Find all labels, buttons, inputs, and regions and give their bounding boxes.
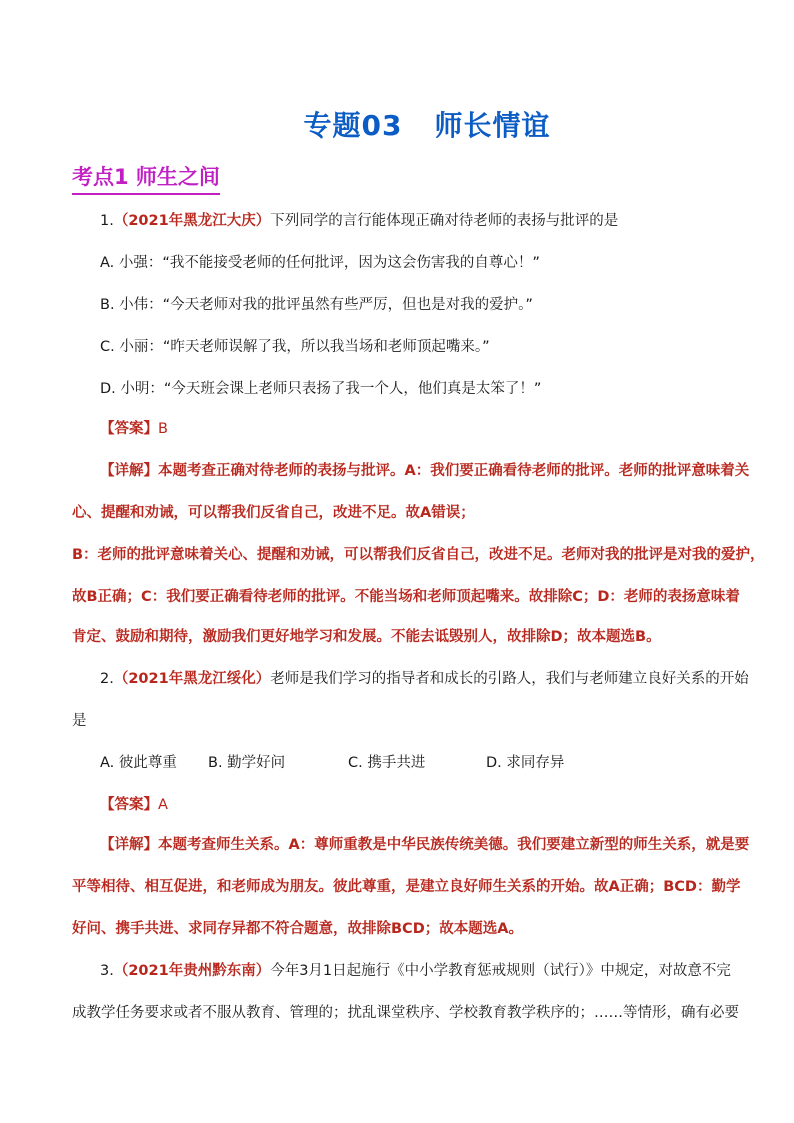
q3-stem-line bbox=[100, 960, 750, 982]
q1-option-d: D. 小明：“今天班会课上老师只表扬了我一个人，他们真是太笨了！” bbox=[100, 381, 542, 397]
q2-option-a: A. 彼此尊重 bbox=[100, 755, 177, 771]
q2-detail-line-1: 【详解】本题考查师生关系。A：尊师重教是中华民族传统美德。我们要建立新型的师生关系，就是要 bbox=[100, 837, 750, 853]
q2-stem-line-2: 是 bbox=[72, 713, 87, 729]
q2-answer-value: A bbox=[158, 797, 168, 813]
q1-stem: 下列同学的言行能体现正确对待老师的表扬与批评的是 bbox=[270, 213, 619, 229]
q1-detail-line-1: 【详解】本题考查正确对待老师的表扬与批评。A：我们要正确看待老师的批评。老师的批评意味着关 bbox=[100, 463, 750, 479]
q1-option-a: A. 小强：“我不能接受老师的任何批评，因为这会伤害我的自尊心！” bbox=[100, 255, 540, 271]
q1-option-b: B. 小伟：“今天老师对我的批评虽然有些严厉，但也是对我的爱护。” bbox=[100, 297, 533, 313]
q2-detail-line-3: 好问、携手共进、求同存异都不符合题意，故排除BCD；故本题选A。 bbox=[72, 921, 523, 937]
q2-stem-line bbox=[100, 668, 750, 690]
q1-source: （2021年黑龙江大庆） bbox=[113, 213, 271, 229]
q3-stem: 今年3月1日起施行《中小学教育惩戒规则（试行）》中规定，对故意不完 bbox=[270, 963, 731, 979]
q1-answer bbox=[100, 418, 750, 440]
q3-number: 3. bbox=[100, 963, 114, 979]
q3-source: （2021年贵州黔东南） bbox=[113, 963, 271, 979]
q1-detail-line-2: 心、提醒和劝诫，可以帮我们反省自己，改进不足。故A错误； bbox=[72, 505, 475, 521]
q1-answer-label: 【答案】 bbox=[100, 421, 158, 437]
q2-detail-line-2: 平等相待、相互促进，和老师成为朋友。彼此尊重，是建立良好师生关系的开始。故A正确；BCD：勤学 bbox=[72, 879, 741, 895]
q2-options bbox=[100, 752, 750, 774]
page-title bbox=[0, 104, 794, 144]
title-part2: 师长情谊 bbox=[434, 109, 551, 142]
q1-detail-line-4: 故B正确；C：我们要正确看待老师的批评。不能当场和老师顶起嘴来。故排除C；D：老师的表扬意味着 bbox=[72, 589, 740, 605]
q1-detail-line-5: 肯定、鼓励和期待，激励我们更好地学习和发展。不能去诋毁别人，故排除D；故本题选B。 bbox=[72, 629, 661, 645]
q2-source: （2021年黑龙江绥化） bbox=[113, 671, 271, 687]
q3-stem-line-2: 成教学任务要求或者不服从教育、管理的；扰乱课堂秩序、学校教育教学秩序的；……等情形，确有必要 bbox=[72, 1005, 739, 1021]
q2-stem: 老师是我们学习的指导者和成长的引路人，我们与老师建立良好关系的开始 bbox=[270, 671, 749, 687]
q2-answer bbox=[100, 794, 750, 816]
q2-option-c: C. 携手共进 bbox=[348, 755, 426, 771]
q1-answer-value: B bbox=[158, 421, 168, 437]
q2-answer-label: 【答案】 bbox=[100, 797, 158, 813]
q2-option-d: D. 求同存异 bbox=[486, 755, 565, 771]
title-part1: 专题03 bbox=[303, 109, 403, 142]
q1-detail-line-3: B：老师的批评意味着关心、提醒和劝诫，可以帮我们反省自己，改进不足。老师对我的批评是对我的爱护， bbox=[72, 547, 765, 563]
q1-option-c: C. 小丽：“昨天老师误解了我，所以我当场和老师顶起嘴来。” bbox=[100, 339, 490, 355]
q2-number: 2. bbox=[100, 671, 114, 687]
section-heading: 考点1 师生之间 bbox=[72, 163, 220, 195]
q1-number: 1. bbox=[100, 213, 114, 229]
q1-stem-line bbox=[100, 210, 750, 232]
q2-option-b: B. 勤学好问 bbox=[208, 755, 286, 771]
